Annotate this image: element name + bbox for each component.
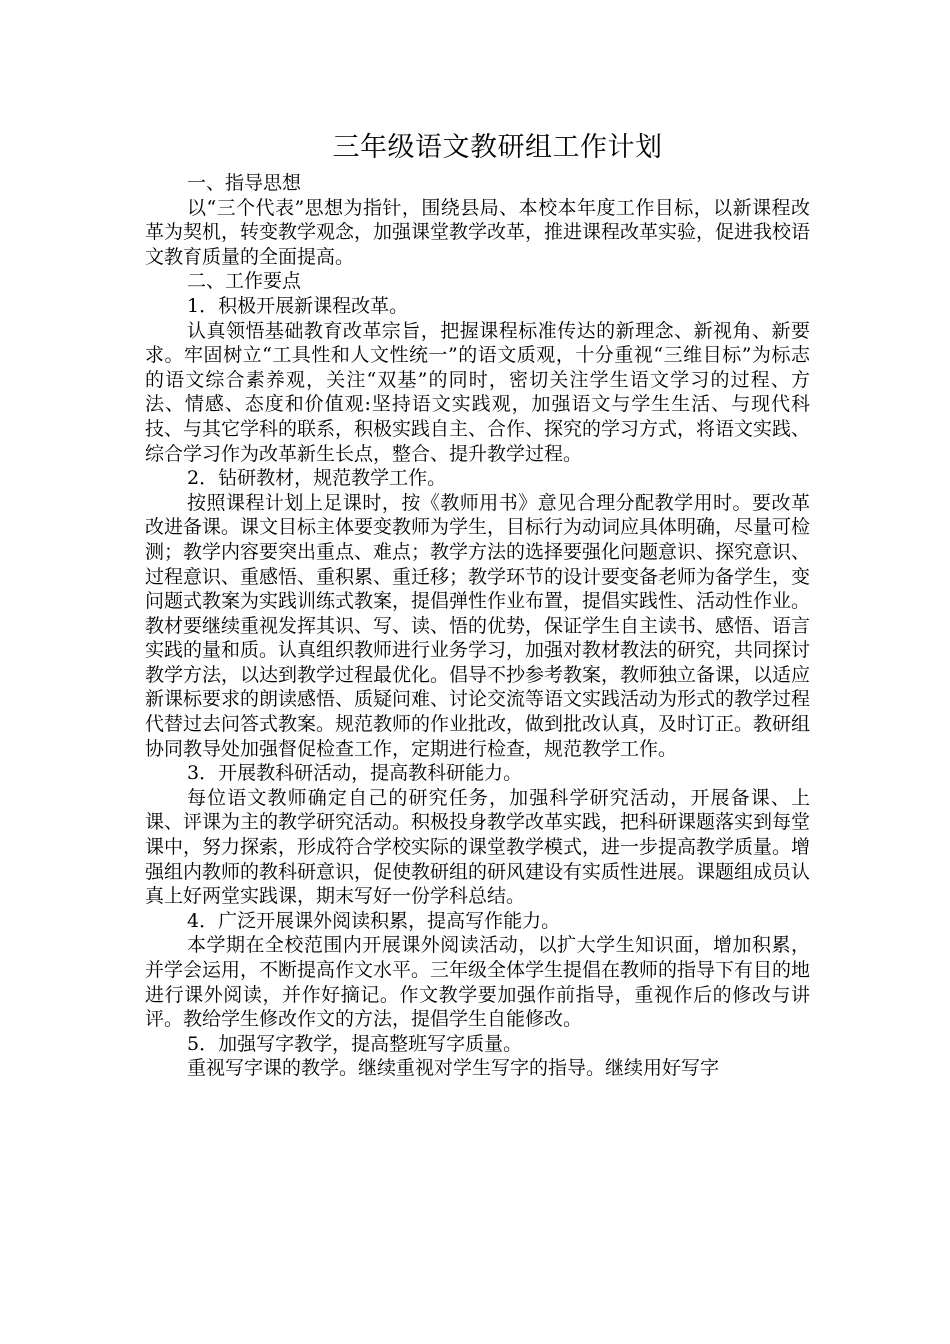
subheading-2: 2．钻研教材，规范教学工作。 <box>187 467 447 490</box>
subheading-1: 1．积极开展新课程改革。 <box>187 294 409 317</box>
paragraph-3: 每位语文教师确定自己的研究任务，加强科学研究活动，开展备课、上课、评课为主的教学研究活动。积极投身教学改革实践，把科研课题落实到每堂课中，努力探索，形成符合学校实际的课堂教学模式，进一步提高教学质量。增强组内教师的教科研意识，促使教研组的研风建设有实质性进展。课题组成员认真上好两堂实践课，期末写好一份学科总结。 <box>145 786 811 908</box>
document-body <box>145 128 810 1081</box>
document-title: 三年级语文教研组工作计划 <box>332 132 663 163</box>
paragraph-guiding-ideology: 以“三个代表”思想为指针，围绕县局、本校本年度工作目标，以新课程改革为契机，转变教学观念，加强课堂教学改革，推进课程改革实验，促进我校语文教育质量的全面提高。 <box>145 196 811 268</box>
paragraph-4: 本学期在全校范围内开展课外阅读活动，以扩大学生知识面，增加积累，并学会运用，不断提高作文水平。三年级全体学生提倡在教师的指导下有目的地进行课外阅读，并作好摘记。作文教学要加强作前指导，重视作后的修改与讲评。教给学生修改作文的方法，提倡学生自能修改。 <box>145 934 811 1031</box>
subheading-5: 5．加强写字教学，提高整班写字质量。 <box>187 1032 523 1055</box>
paragraph-1: 认真领悟基础教育改革宗旨，把握课程标准传达的新理念、新视角、新要求。牢固树立“工具性和人文性统一”的语文质观，十分重视“三维目标”为标志的语文综合素养观，关注“双基”的同时，密切关注学生语文学习的过程、方法、情感、态度和价值观:坚持语文实践观，加强语文与学生生活、与现代科技、与其它学科的联系，积极实践自主、合作、探究的学习方式，将语文实践、综合学习作为改革新生长点，整合、提升教学过程。 <box>145 319 811 465</box>
section-heading-work-points: 二、工作要点 <box>187 270 302 293</box>
subheading-3: 3．开展教科研活动，提高教科研能力。 <box>187 762 523 785</box>
subheading-4: 4．广泛开展课外阅读积累，提高写作能力。 <box>187 909 561 932</box>
section-heading-guiding-ideology: 一、指导思想 <box>187 172 302 194</box>
paragraph-2: 按照课程计划上足课时，按《教师用书》意见合理分配教学用时。要改革改进备课。课文目标主体要变教师为学生，目标行为动词应具体明确，尽量可检测；教学内容要突出重点、难点；教学方法的选择要强化问题意识、探究意识、过程意识、重感悟、重积累、重迁移；教学环节的设计要变备老师为备学生，变问题式教案为实践训练式教案，提倡弹性作业布置，提倡实践性、活动性作业。教材要继续重视发挥其识、写、读、悟的优势，保证学生自主读书、感悟、语言实践的量和质。认真组织教师进行业务学习，加强对教材教法的研究，共同探讨教学方法，以达到教学过程最优化。倡导不抄参考教案，教师独立备课，以适应新课标要求的朗读感悟、质疑问难、讨论交流等语文实践活动为形式的教学过程代替过去问答式教案。规范教师的作业批改，做到批改认真，及时订正。教研组协同教导处加强督促检查工作，定期进行检查，规范教学工作。 <box>145 491 811 760</box>
paragraph-5: 重视写字课的教学。继续重视对学生写字的指导。继续用好写字 <box>187 1057 720 1080</box>
